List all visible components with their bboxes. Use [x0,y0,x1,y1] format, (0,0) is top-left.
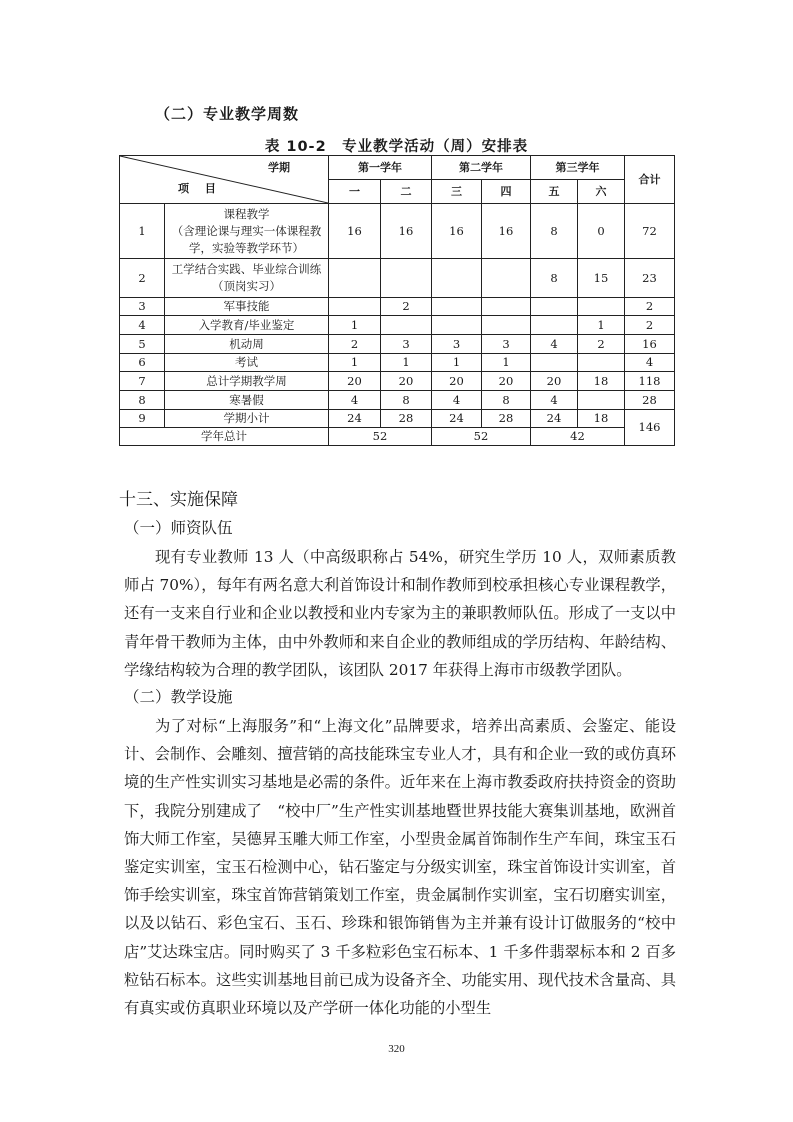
cell-value: 20 [432,372,482,391]
cell-value: 1 [329,316,381,335]
header-diagonal-cell [120,156,329,204]
row-number: 1 [120,204,165,259]
table-row [120,428,675,446]
cell-value [578,391,625,410]
term-header: 五 [531,180,578,204]
term-header: 一 [329,180,381,204]
item-line: 工学结合实践、毕业综合训练 [171,262,322,276]
cell-value: 2 [381,298,432,316]
cell-value: 8 [531,204,578,259]
cell-value: 18 [578,410,625,428]
cell-total: 118 [625,372,675,391]
row-item: 军事技能 [165,298,329,316]
cell-value: 3 [482,335,531,354]
faculty-paragraph: 现有专业教师 13 人（中高级职称占 54%，研究生学历 10 人，双师素质教师占 70%），每年有两名意大利首饰设计和制作教师到校承担核心专业课程教学，还有一支来自行业和企业以教授和业内专家为主的兼职教师队伍。形成了一支以中青年骨干教师为主体，由中外教师和来自企业的教师组成的学历结构、年龄结构、学缘结构较为合理的教学团队，该团队 2017 年获得上海市市级教学团队。 [124,548,676,679]
item-line: （顶岗实习） [212,279,281,293]
row-number: 9 [120,410,165,428]
cell-value [329,259,381,298]
item-line: （含理论课与理实一体课程教 [171,223,322,238]
semester-label: 学期 [268,161,290,174]
cell-value: 20 [482,372,531,391]
cell-value [432,298,482,316]
cell-value: 24 [329,410,381,428]
row-item: 机动周 [165,335,329,354]
table-row [120,316,675,335]
year-total-value: 42 [531,428,625,446]
year-total-value: 52 [432,428,531,446]
year-total-label: 学年总计 [120,428,329,446]
cell-total: 146 [625,410,675,446]
cell-value [578,298,625,316]
year-total-value: 52 [329,428,432,446]
cell-value: 24 [432,410,482,428]
cell-value: 4 [329,391,381,410]
cell-value: 16 [432,204,482,259]
table-row [120,391,675,410]
row-item: 入学教育/毕业鉴定 [165,316,329,335]
cell-total: 28 [625,391,675,410]
subsection-title-faculty: （一）师资队伍 [124,519,233,537]
section-heading: （二）专业教学周数 [155,105,300,123]
cell-value [329,298,381,316]
cell-value: 1 [578,316,625,335]
year-header: 第一学年 [329,156,432,180]
cell-value: 4 [531,335,578,354]
page-number: 320 [388,1043,405,1055]
cell-value: 28 [482,410,531,428]
item-label: 项 目 [178,182,222,195]
cell-value [381,259,432,298]
cell-value [432,259,482,298]
table-row [120,259,675,298]
cell-value: 15 [578,259,625,298]
cell-value: 1 [381,354,432,372]
table-row [120,410,675,428]
cell-value: 8 [381,391,432,410]
row-number: 4 [120,316,165,335]
cell-total: 16 [625,335,675,354]
facilities-paragraph: 为了对标“上海服务”和“上海文化”品牌要求，培养出高素质、会鉴定、能设计、会制作、会雕刻、擅营销的高技能珠宝专业人才，具有和企业一致的或仿真环境的生产性实训实习基地是必需的条件。近年来在上海市教委政府扶持资金的资助下，我院分别建成了 “校中厂”生产性实训基地暨世界技能大赛集训基地，欧洲首饰大师工作室，吴德昇玉雕大师工作室，小型贵金属首饰制作生产车间，珠宝玉石鉴定实训室，宝玉石检测中心，钻石鉴定与分级实训室，珠宝首饰设计实训室，首饰手绘实训室，珠宝首饰营销策划工作室，贵金属制作实训室，宝石切磨实训室，以及以钻石、彩色宝石、玉石、珍珠和银饰销售为主并兼有设计订做服务的“校中店”艾达珠宝店。同时购买了 3 千多粒彩色宝石标本、1 千多件翡翠标本和 2 百多粒钻石标本。这些实训基地目前已成为设备齐全、功能实用、现代技术含量高、具有真实或仿真职业环境以及产学研一体化功能的小型生 [124,717,676,1018]
row-number: 2 [120,259,165,298]
cell-value: 1 [482,354,531,372]
cell-value [482,298,531,316]
row-item: 寒暑假 [165,391,329,410]
cell-value [578,354,625,372]
row-item: 学期小计 [165,410,329,428]
cell-value: 0 [578,204,625,259]
cell-value [482,259,531,298]
cell-value: 4 [531,391,578,410]
cell-value: 16 [329,204,381,259]
subsection-title-facilities: （二）教学设施 [124,688,233,706]
cell-value [531,316,578,335]
cell-total: 2 [625,298,675,316]
term-header: 六 [578,180,625,204]
cell-total: 72 [625,204,675,259]
row-number: 5 [120,335,165,354]
term-header: 四 [482,180,531,204]
year-header: 第三学年 [531,156,625,180]
cell-value: 8 [482,391,531,410]
term-header: 三 [432,180,482,204]
table-row [120,204,675,259]
term-header: 二 [381,180,432,204]
cell-value: 3 [381,335,432,354]
cell-value: 20 [531,372,578,391]
cell-value [531,354,578,372]
cell-value: 18 [578,372,625,391]
row-number: 6 [120,354,165,372]
table-row [120,372,675,391]
table-caption: 表 10-2 专业教学活动（周）安排表 [264,139,529,155]
table-row [120,354,675,372]
row-number: 7 [120,372,165,391]
row-item [165,204,329,259]
table-row [120,298,675,316]
cell-value: 16 [482,204,531,259]
row-item [165,259,329,298]
cell-value: 28 [381,410,432,428]
row-item: 考试 [165,354,329,372]
cell-value: 2 [578,335,625,354]
total-header: 合计 [625,156,675,204]
cell-value: 16 [381,204,432,259]
item-line: 课程教学 [223,206,270,221]
cell-total: 4 [625,354,675,372]
row-number: 3 [120,298,165,316]
cell-total: 2 [625,316,675,335]
diagonal-line-icon [120,156,328,203]
section-title: 十三、实施保障 [119,490,238,510]
year-header: 第二学年 [432,156,531,180]
cell-value: 24 [531,410,578,428]
cell-value: 1 [329,354,381,372]
teaching-weeks-table [119,155,675,446]
row-item: 总计学期教学周 [165,372,329,391]
cell-value: 1 [432,354,482,372]
cell-value: 2 [329,335,381,354]
cell-total: 23 [625,259,675,298]
cell-value: 20 [381,372,432,391]
cell-value: 3 [432,335,482,354]
cell-value: 8 [531,259,578,298]
cell-value [432,316,482,335]
cell-value [482,316,531,335]
row-number: 8 [120,391,165,410]
cell-value: 20 [329,372,381,391]
table-row [120,335,675,354]
cell-value [531,298,578,316]
item-line: 学，实验等教学环节） [189,240,304,255]
cell-value [381,316,432,335]
cell-value: 4 [432,391,482,410]
